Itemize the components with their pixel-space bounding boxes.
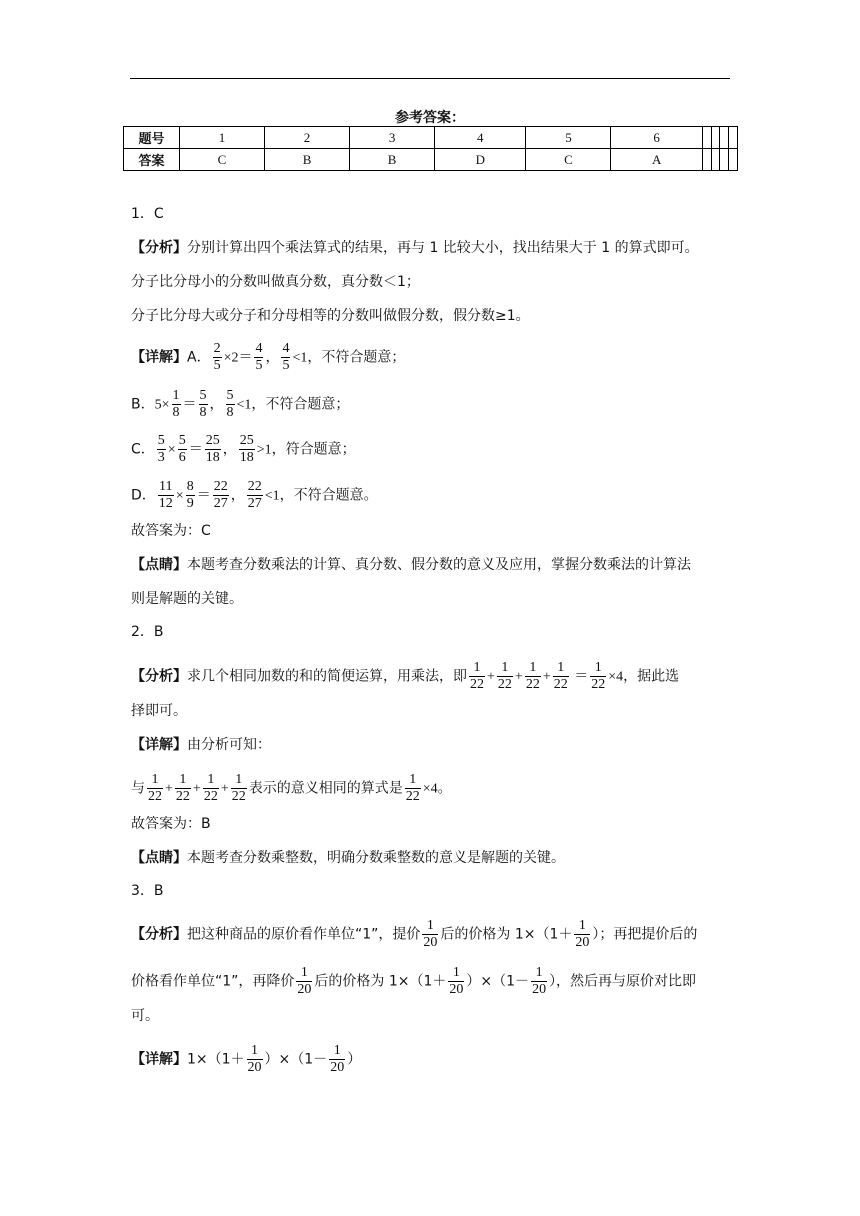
key-point-text: 本题考查分数乘整数，明确分数乘整数的意义是解题的关键。 — [187, 850, 565, 866]
fraction: $\frac{1}{20}$ — [449, 965, 464, 997]
q1-key-point — [131, 555, 691, 575]
fraction: $\frac{1}{20}$ — [532, 965, 547, 997]
table-cell — [720, 127, 729, 149]
table-cell: 4 — [435, 127, 526, 149]
fraction: $\frac{1}{22}$ — [525, 660, 540, 692]
option-verdict: ，不符合题意。 — [279, 487, 378, 504]
q1-key-point-2: 则是解题的关键。 — [131, 591, 243, 607]
key-point-tag: 【点睛】 — [131, 557, 187, 573]
fraction: $\frac{1}{8}$ — [172, 388, 180, 420]
q1-line3: 分子比分母大或分子和分母相等的分数叫做假分数，假分数≥1。 — [131, 308, 530, 324]
option-label: C． — [131, 441, 155, 458]
table-cell — [729, 149, 738, 171]
option-label: B． — [131, 396, 155, 413]
q1-line2: 分子比分母小的分数叫做真分数，真分数＜1； — [131, 274, 420, 290]
table-cell: C — [526, 149, 611, 171]
fraction: $\frac{4}{5}$ — [255, 341, 263, 373]
fraction: $\frac{5}{3}$ — [157, 433, 165, 465]
analysis-text: ），然后再与原价对比即 — [549, 973, 697, 990]
table-cell: D — [435, 149, 526, 171]
analysis-tag: 【分析】 — [131, 926, 187, 943]
q1-detail-a: 【详解】A． $\frac{2}{5}$ ×2＝ $\frac{4}{5}$ ， $\frac{4}{5}$ <1，不符合题意； — [131, 341, 406, 373]
fraction: $\frac{1}{22}$ — [591, 660, 606, 692]
row-label-answer: 答案 — [124, 149, 180, 171]
analysis-text: 把这种商品的原价看作单位“1”，提价 — [187, 926, 421, 943]
fraction: $\frac{1}{22}$ — [148, 772, 162, 804]
detail-text: 表示的意义相同的算式是 — [248, 780, 403, 797]
detail-tag: 【详解】 — [131, 349, 187, 366]
fraction: $\frac{25}{18}$ — [239, 433, 254, 465]
q2-key-point — [131, 848, 565, 868]
detail-text: ）×（1－ — [264, 1051, 328, 1068]
analysis-text: ）；再把提价后的 — [592, 926, 698, 943]
answer-table — [123, 126, 738, 171]
q1-detail-c: C． $\frac{5}{3}$ × $\frac{5}{6}$ ＝ $\frac{25}{18}$ ， $\frac{25}{18}$ >1，符合题意； — [131, 433, 356, 465]
table-cell: A — [611, 149, 702, 171]
q2-detail — [131, 735, 271, 755]
key-point-tag: 【点睛】 — [131, 850, 187, 866]
fraction: $\frac{1}{22}$ — [231, 772, 246, 804]
fraction: $\frac{22}{27}$ — [213, 479, 228, 511]
table-cell: 6 — [611, 127, 702, 149]
option-label: A． — [187, 349, 211, 366]
key-point-text: 本题考查分数乘法的计算、真分数、假分数的意义及应用，掌握分数乘法的计算法 — [187, 557, 691, 573]
fraction: $\frac{1}{22}$ — [470, 660, 484, 692]
fraction: $\frac{1}{20}$ — [330, 1043, 345, 1075]
option-label: D． — [131, 487, 156, 504]
table-cell: 3 — [350, 127, 435, 149]
header-rule — [130, 78, 730, 79]
fraction: $\frac{1}{20}$ — [575, 918, 590, 950]
detail-tag: 【详解】 — [131, 1051, 187, 1068]
fraction: $\frac{1}{22}$ — [553, 660, 568, 692]
fraction: $\frac{1}{22}$ — [497, 660, 512, 692]
analysis-text: 后的价格为 1×（1＋ — [314, 973, 447, 990]
fraction: $\frac{1}{22}$ — [405, 772, 420, 804]
analysis-text-end: ，据此选 — [623, 668, 680, 685]
q3-analysis-2 — [131, 965, 696, 998]
q3-analysis — [131, 918, 697, 951]
table-cell: 5 — [526, 127, 611, 149]
table-cell — [702, 127, 711, 149]
fraction: $\frac{5}{8}$ — [226, 388, 234, 420]
q2-detail-2: 与 $\frac{1}{22}$ + $\frac{1}{22}$ + $\frac{1}{22}$ + $\frac{1}{22}$ 表示的意义相同的算式是 $\frac{1}{22}$ ×4。 — [131, 772, 452, 804]
table-cell: B — [265, 149, 350, 171]
analysis-text: 价格看作单位“1”，再降价 — [131, 973, 295, 990]
table-cell: C — [180, 149, 265, 171]
table-cell — [720, 149, 729, 171]
fraction: $\frac{8}{9}$ — [186, 479, 194, 511]
row-label-number: 题号 — [124, 127, 180, 149]
fraction: $\frac{5}{6}$ — [178, 433, 186, 465]
fraction: $\frac{1}{22}$ — [175, 772, 190, 804]
detail-text: 1×（1＋ — [187, 1051, 245, 1068]
q3-heading: 3．B — [131, 883, 164, 899]
analysis-text: 分别计算出四个乘法算式的结果，再与 1 比较大小，找出结果大于 1 的算式即可。 — [187, 240, 699, 256]
detail-tag: 【详解】 — [131, 737, 187, 753]
option-verdict: ，不符合题意； — [307, 349, 406, 366]
table-cell — [711, 149, 720, 171]
analysis-text: 求几个相同加数的和的简便运算，用乘法，即 — [187, 668, 467, 685]
detail-text: ） — [347, 1051, 362, 1068]
table-row-numbers — [124, 127, 738, 149]
detail-text: 由分析可知： — [187, 737, 271, 753]
detail-text: 。 — [437, 780, 452, 797]
q3-detail — [131, 1043, 361, 1076]
fraction: $\frac{22}{27}$ — [247, 479, 262, 511]
table-cell: 1 — [180, 127, 265, 149]
table-cell: 2 — [265, 127, 350, 149]
fraction: $\frac{5}{8}$ — [199, 388, 207, 420]
option-verdict: ，不符合题意； — [251, 396, 350, 413]
detail-text: 与 — [131, 780, 145, 797]
q1-detail-d: D． $\frac{11}{12}$ × $\frac{8}{9}$ ＝ $\frac{22}{27}$ ， $\frac{22}{27}$ <1，不符合题意。 — [131, 479, 378, 511]
fraction: $\frac{1}{20}$ — [247, 1043, 262, 1075]
q2-heading: 2．B — [131, 624, 164, 640]
fraction: $\frac{1}{22}$ — [203, 772, 218, 804]
fraction: $\frac{4}{5}$ — [282, 341, 290, 373]
q2-answer: 故答案为：B — [131, 816, 211, 832]
fraction: $\frac{1}{20}$ — [423, 918, 438, 950]
q1-heading: 1．C — [131, 206, 164, 222]
table-cell — [702, 149, 711, 171]
fraction: $\frac{2}{5}$ — [213, 341, 221, 373]
analysis-text: ）×（1－ — [466, 973, 530, 990]
table-cell — [711, 127, 720, 149]
fraction: $\frac{11}{12}$ — [158, 479, 173, 511]
q2-analysis: 【分析】求几个相同加数的和的简便运算，用乘法，即 $\frac{1}{22}$ + $\frac{1}{22}$ + $\frac{1}{22}$ + $\frac{1}{22}$ ＝ $\frac{1}{22}$ ×4，据此选 — [131, 660, 680, 692]
option-verdict: ，符合题意； — [271, 441, 356, 458]
q1-analysis — [131, 238, 699, 258]
table-row-answers — [124, 149, 738, 171]
table-cell: B — [350, 149, 435, 171]
analysis-tag: 【分析】 — [131, 668, 187, 685]
q1-detail-b: B．5× $\frac{1}{8}$ ＝ $\frac{5}{8}$ ， $\frac{5}{8}$ <1，不符合题意； — [131, 388, 350, 420]
table-cell — [729, 127, 738, 149]
analysis-text: 后的价格为 1×（1＋ — [440, 926, 573, 943]
fraction: $\frac{25}{18}$ — [205, 433, 220, 465]
q1-answer: 故答案为：C — [131, 523, 211, 539]
q3-analysis-3: 可。 — [131, 1008, 159, 1024]
fraction: $\frac{1}{20}$ — [297, 965, 312, 997]
analysis-tag: 【分析】 — [131, 240, 187, 256]
q2-analysis-2: 择即可。 — [131, 703, 187, 719]
page-title: 参考答案： — [395, 110, 465, 126]
